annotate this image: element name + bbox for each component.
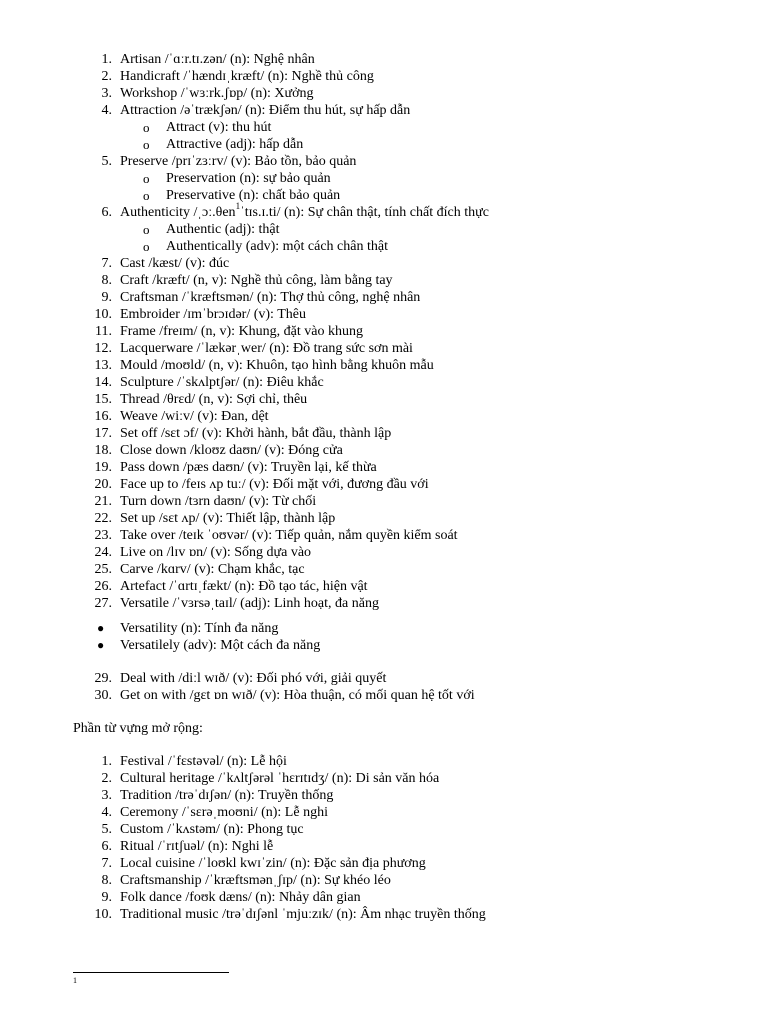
bullet-text: Versatility (n): Tính đa năng	[120, 621, 279, 636]
vocab-item	[0, 357, 768, 374]
item-number: 7.	[101, 856, 112, 871]
bullet-marker: ●	[97, 638, 105, 652]
term-definition: Live on /lɪv ɒn/ (v): Sống dựa vào	[120, 545, 312, 560]
item-number: 25.	[94, 562, 112, 577]
item-text	[120, 476, 429, 493]
term-definition: Cast /kæst/ (v): đúc	[120, 256, 230, 271]
item-number: 3.	[101, 788, 112, 803]
sub-bullet-marker: o	[143, 188, 150, 203]
item-number: 21.	[94, 494, 112, 509]
vocab-item	[0, 442, 768, 459]
term-definition: Artefact /ˈɑrtɪˌfækt/ (n): Đồ tạo tác, hiện vật	[120, 579, 368, 594]
vocab-item	[0, 391, 768, 408]
item-number: 6.	[101, 839, 112, 854]
footnote-separator	[73, 972, 229, 973]
footnote-number: 1	[73, 976, 77, 985]
vocab-item	[0, 561, 768, 578]
item-text: Tradition /trəˈdɪʃən/ (n): Truyền thống	[120, 788, 334, 803]
item-text: Custom /ˈkʌstəm/ (n): Phong tục	[120, 822, 304, 837]
item-text	[120, 561, 305, 578]
item-number: 9.	[101, 290, 112, 305]
extended-vocab-heading: Phần từ vựng mở rộng:	[73, 721, 203, 736]
item-text	[120, 493, 316, 510]
sub-item	[0, 170, 768, 187]
section-heading	[0, 720, 768, 737]
sub-item-text: Preservative (n): chất bảo quản	[166, 188, 341, 203]
sub-bullet-marker: o	[143, 120, 150, 135]
term-definition: Versatile /ˈvɜrsəˌtaɪl/ (adj): Linh hoạt, đa năng	[120, 596, 379, 611]
vocab-item	[0, 527, 768, 544]
item-text	[120, 595, 379, 612]
item-number: 1.	[101, 754, 112, 769]
item-text	[120, 51, 315, 68]
term-definition: Thread /θrɛd/ (n, v): Sợi chỉ, thêu	[120, 392, 308, 407]
item-text	[120, 102, 410, 119]
item-number: 18.	[94, 443, 112, 458]
item-number: 23.	[94, 528, 112, 543]
vocab-item	[0, 476, 768, 493]
sub-item-text: Attract (v): thu hút	[166, 120, 272, 135]
item-number: 22.	[94, 511, 112, 526]
vocab-item	[0, 408, 768, 425]
item-number: 6.	[101, 205, 112, 220]
sub-bullet-marker: o	[143, 222, 150, 237]
vocab-item	[0, 595, 768, 612]
vocab-item	[0, 510, 768, 527]
extended-vocab-item	[0, 787, 768, 804]
vocab-item	[0, 272, 768, 289]
item-number: 26.	[94, 579, 112, 594]
extended-vocab-item	[0, 821, 768, 838]
vocab-item	[0, 544, 768, 561]
term-definition: Take over /teɪk ˈoʊvər/ (v): Tiếp quản, nắm quyền kiểm soát	[120, 528, 458, 543]
item-text	[120, 527, 458, 544]
term-definition: Artisan /ˈɑːr.tɪ.zən/ (n): Nghệ nhân	[120, 52, 315, 67]
item-text	[120, 374, 324, 391]
item-text	[120, 442, 343, 459]
vocab-item	[0, 425, 768, 442]
vocab-item	[0, 323, 768, 340]
item-text	[120, 272, 393, 289]
item-text	[120, 391, 307, 408]
item-text	[120, 357, 434, 374]
vocab-item	[0, 51, 768, 68]
item-number: 10.	[94, 907, 112, 922]
item-number: 10.	[94, 307, 112, 322]
item-text	[120, 408, 269, 425]
item-text: Traditional music /trəˈdɪʃənl ˈmjuːzɪk/ (n): Âm nhạc truyền thống	[120, 907, 486, 922]
vocab-item	[0, 493, 768, 510]
term-definition: Craftsman /ˈkræftsmən/ (n): Thợ thủ công, nghệ nhân	[120, 290, 421, 305]
item-number: 2.	[101, 69, 112, 84]
item-number: 16.	[94, 409, 112, 424]
term-definition: Authenticity /ˌɔː.θen	[120, 205, 236, 220]
item-text	[120, 323, 363, 340]
sub-bullet-marker: o	[143, 137, 150, 152]
item-number: 29.	[94, 671, 112, 686]
vocab-item	[0, 289, 768, 306]
item-text	[120, 340, 413, 357]
vocab-item	[0, 306, 768, 323]
bullet-item	[0, 637, 768, 654]
sub-item	[0, 187, 768, 204]
item-text	[120, 425, 391, 442]
item-number: 4.	[101, 805, 112, 820]
extended-vocab-item	[0, 838, 768, 855]
extended-vocab-item	[0, 872, 768, 889]
vocab-item	[0, 85, 768, 102]
term-definition: Frame /freɪm/ (n, v): Khung, đặt vào khung	[120, 324, 364, 339]
item-number: 12.	[94, 341, 112, 356]
bullet-text: Versatilely (adv): Một cách đa năng	[120, 638, 321, 653]
item-number: 7.	[101, 256, 112, 271]
item-text	[120, 510, 335, 527]
item-number: 1.	[101, 52, 112, 67]
item-number: 11.	[95, 324, 112, 339]
vocab-item	[0, 102, 768, 119]
item-text: Folk dance /foʊk dæns/ (n): Nhảy dân gian	[120, 890, 361, 905]
item-number: 30.	[94, 688, 112, 703]
sub-item	[0, 238, 768, 255]
vocab-item	[0, 340, 768, 357]
item-text: Ritual /ˈrɪtʃuəl/ (n): Nghi lễ	[120, 839, 274, 854]
item-number: 9.	[101, 890, 112, 905]
item-text	[120, 201, 489, 221]
bullet-item	[0, 620, 768, 637]
extended-vocab-item	[0, 753, 768, 770]
vocab-item	[0, 374, 768, 391]
item-text: Ceremony /ˈsɛrəˌmoʊni/ (n): Lễ nghi	[120, 805, 328, 820]
term-definition: Set up /sɛt ʌp/ (v): Thiết lập, thành lập	[120, 511, 336, 526]
sub-bullet-marker: o	[143, 171, 150, 186]
item-number: 3.	[101, 86, 112, 101]
term-definition: Lacquerware /ˈlækərˌwer/ (n): Đồ trang sức sơn mài	[120, 341, 413, 356]
item-text	[120, 153, 356, 170]
extended-vocab-item	[0, 906, 768, 923]
item-number: 19.	[94, 460, 112, 475]
sub-item	[0, 119, 768, 136]
term-definition: Weave /wiːv/ (v): Đan, dệt	[120, 409, 269, 424]
extended-vocab-item	[0, 855, 768, 872]
extended-vocab-item	[0, 889, 768, 906]
bullet-marker: ●	[97, 621, 105, 635]
item-text	[120, 68, 374, 85]
term-definition: Sculpture /ˈskʌlptʃər/ (n): Điêu khắc	[120, 375, 324, 390]
item-text: Deal with /diːl wɪð/ (v): Đối phó với, giải quyết	[120, 671, 387, 686]
sub-bullet-marker: o	[143, 239, 150, 254]
term-definition: Face up to /feɪs ʌp tuː/ (v): Đối mặt với, đương đầu với	[120, 477, 429, 492]
item-text: Get on with /gɛt ɒn wɪð/ (v): Hòa thuận, có mối quan hệ tốt với	[120, 688, 475, 703]
term-definition: Pass down /pæs daʊn/ (v): Truyền lại, kế thừa	[120, 460, 377, 475]
item-number: 4.	[101, 103, 112, 118]
item-number: 13.	[94, 358, 112, 373]
vocab-item	[0, 687, 768, 704]
sub-item-text: Authentic (adj): thật	[166, 222, 280, 237]
item-number: 8.	[101, 273, 112, 288]
item-text	[120, 578, 368, 595]
item-text: Cultural heritage /ˈkʌltʃərəl ˈhɛrɪtɪdʒ/ (n): Di sản văn hóa	[120, 771, 440, 786]
item-number: 5.	[101, 822, 112, 837]
sub-item	[0, 136, 768, 153]
term-definition: Set off /sɛt ɔf/ (v): Khởi hành, bắt đầu, thành lập	[120, 426, 392, 441]
item-number: 2.	[101, 771, 112, 786]
term-definition: Close down /kloʊz daʊn/ (v): Đóng cửa	[120, 443, 343, 458]
term-definition: Turn down /tɜrn daʊn/ (v): Từ chối	[120, 494, 317, 509]
item-text	[120, 85, 313, 102]
item-text: Craftsmanship /ˈkræftsmənˌʃɪp/ (n): Sự khéo léo	[120, 873, 391, 888]
term-definition: Embroider /ɪmˈbrɔɪdər/ (v): Thêu	[120, 307, 306, 322]
term-definition: Attraction /əˈtrækʃən/ (n): Điểm thu hút, sự hấp dẫn	[120, 103, 411, 118]
vocab-item	[0, 201, 768, 221]
item-text	[120, 306, 306, 323]
extended-vocab-item	[0, 770, 768, 787]
item-text	[120, 289, 420, 306]
vocab-item	[0, 153, 768, 170]
item-text	[120, 459, 377, 476]
term-definition: Craft /kræft/ (n, v): Nghề thủ công, làm bằng tay	[120, 273, 393, 288]
item-number: 5.	[101, 154, 112, 169]
sub-item-text: Preservation (n): sự bảo quản	[166, 171, 331, 186]
item-number: 17.	[94, 426, 112, 441]
vocab-item	[0, 255, 768, 272]
sub-item	[0, 221, 768, 238]
item-text: Local cuisine /ˈloʊkl kwɪˈzin/ (n): Đặc sản địa phương	[120, 856, 426, 871]
footnote-reference: 1	[235, 201, 241, 212]
term-definition-cont: ˈtɪs.ɪ.ti/ (n): Sự chân thật, tính chất đích thực	[240, 205, 489, 220]
item-number: 8.	[101, 873, 112, 888]
term-definition: Handicraft /ˈhændɪˌkræft/ (n): Nghề thủ công	[120, 69, 374, 84]
sub-item-text: Authentically (adv): một cách chân thật	[166, 239, 388, 254]
item-number: 20.	[94, 477, 112, 492]
vocab-item	[0, 459, 768, 476]
vocab-item	[0, 578, 768, 595]
sub-item-text: Attractive (adj): hấp dẫn	[166, 137, 304, 152]
vocab-item	[0, 68, 768, 85]
item-text	[120, 255, 229, 272]
item-text: Festival /ˈfɛstəvəl/ (n): Lễ hội	[120, 754, 287, 769]
term-definition: Preserve /prɪˈzɜːrv/ (v): Bảo tồn, bảo quản	[120, 154, 357, 169]
term-definition: Carve /kɑrv/ (v): Chạm khắc, tạc	[120, 562, 305, 577]
item-number: 24.	[94, 545, 112, 560]
item-number: 15.	[94, 392, 112, 407]
vocab-item	[0, 670, 768, 687]
term-definition: Mould /moʊld/ (n, v): Khuôn, tạo hình bằng khuôn mẫu	[120, 358, 434, 373]
item-number: 14.	[94, 375, 112, 390]
extended-vocab-item	[0, 804, 768, 821]
item-text	[120, 544, 311, 561]
term-definition: Workshop /ˈwɜːrk.ʃɒp/ (n): Xưởng	[120, 86, 314, 101]
item-number: 27.	[94, 596, 112, 611]
